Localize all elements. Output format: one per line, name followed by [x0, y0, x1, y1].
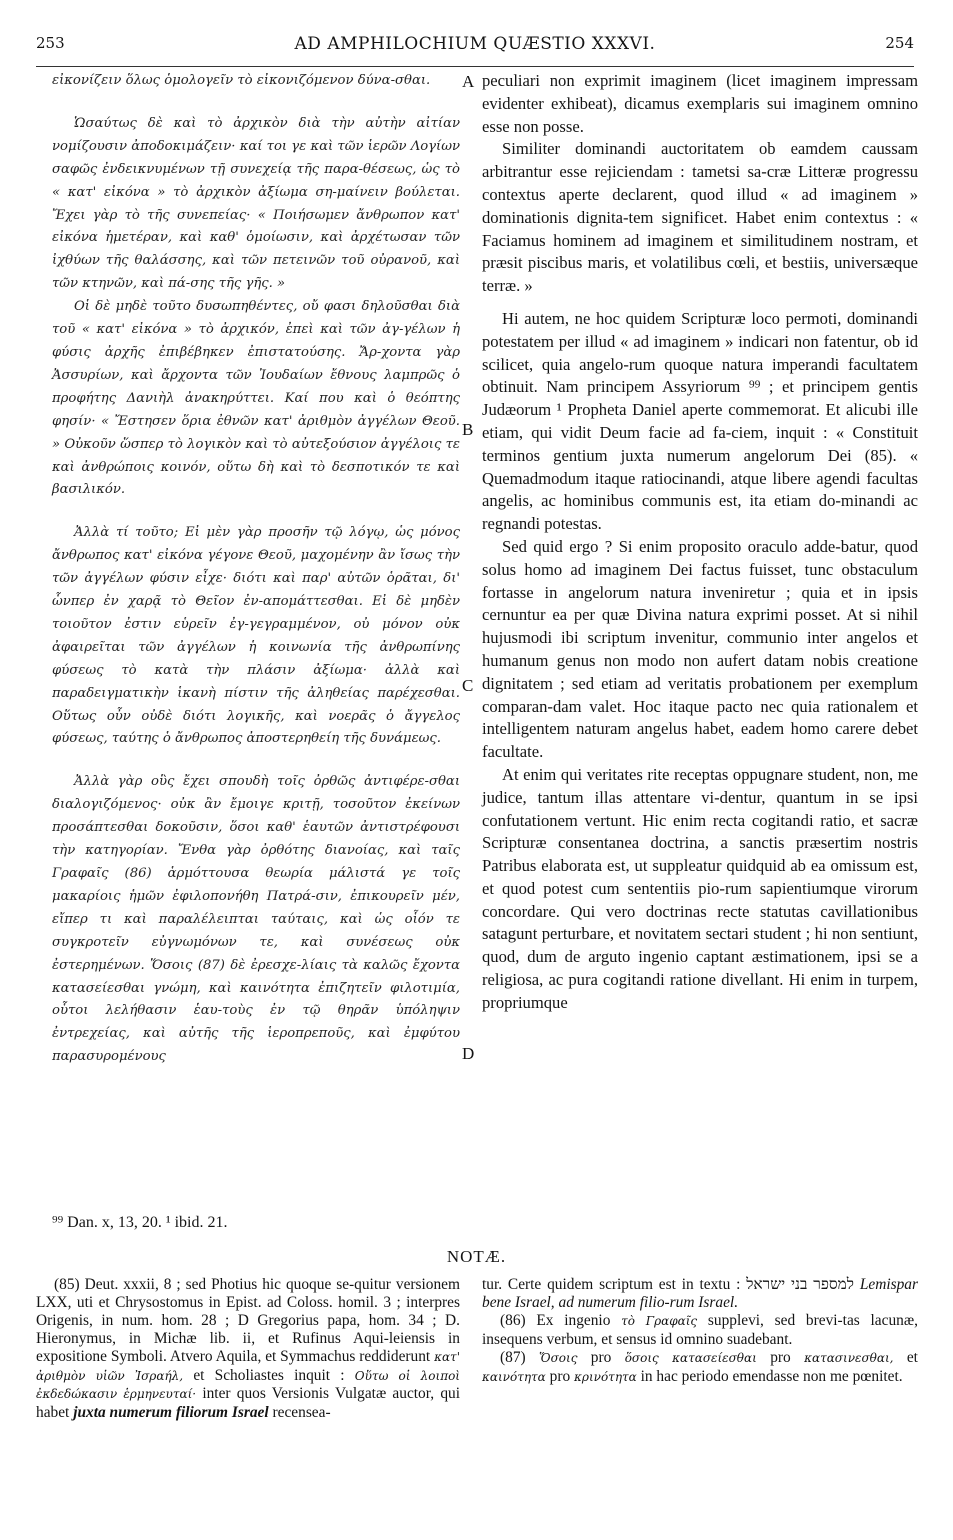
- page-number-left: 253: [36, 34, 65, 52]
- note-86: (86) Ex ingenio τὸ Γραφαῖς supplevi, sed brevi-tas lacunæ, insequens verbum, et sensus id omnino suadebant.: [482, 1311, 918, 1348]
- margin-letter-c: C: [462, 676, 474, 695]
- note-85: (85) Deut. xxxii, 8 ; sed Photius hic quoque se-quitur versionem LXX, uti et Chrysostomus in Epist. ad Coloss. homil. 3 ; interpres Origenis, in num. hom. 28 ; D Gregorius papa, hom. 34 ; D. Hieronymus, in Michæ lib. ii, et Rufinus Aqui-leiensis in expositione Symboli. Atvero Aquila, et Symmachus reddiderunt κατ' ἀριθμὸν υἱῶν Ἰσραήλ, et Scholiastes inquit : Οὕτω οἱ λοιποὶ ἐκδεδώκασιν ἑρμηνευταί· inter quos Versionis Vulgatæ auctor, qui habet juxta numerum filiorum Israel recensea-: [36, 1276, 461, 1422]
- page-number-right: 254: [885, 34, 914, 52]
- latin-paragraph: peculiari non exprimit imaginem (licet imaginem impressam evidenter exhibeat), dicamus exemplaris sui imaginem omnino esse non posse.: [482, 71, 918, 136]
- running-head: [36, 34, 914, 64]
- scripture-footnote: ⁹⁹ Dan. x, 13, 20. ¹ ibid. 21.: [52, 1214, 228, 1231]
- greek-column: [52, 70, 460, 1069]
- margin-letter-d: D: [462, 1044, 475, 1063]
- note-85-continued: tur. Certe quidem scriptum est in textu : למספר בני ישראל Lemispar bene Israel, ad numerum filio-rum Israel.: [482, 1276, 918, 1311]
- greek-paragraph: Οἱ δὲ μηδὲ τοῦτο δυσωπηθέντες, οὔ φασι δηλοῦσθαι διὰ τοῦ « κατ' εἰκόνα » τὸ ἀρχικόν, ἐπεὶ καὶ τῶν ἀγ-γέλων ἡ φύσις ἀρχῆς ἐπιβέβηκεν ἐπιστατούσης. Ἄρ-χοντα γὰρ Ἀσσυρίων, καὶ ἄρχοντα τῶν Ἰουδαίων ἔθνους λαμπρῶς ὁ προφήτης Δανιὴλ ἀνακηρύττει. Καί που καὶ ὁ θεόπτης φησίν· « Ἔστησεν ὅρια ἐθνῶν κατ' ἀριθμὸν ἀγγέλων Θεοῦ. » Οὐκοῦν ὥσπερ τὸ λογικὸν καὶ τὸ αὐτεξούσιον ἀγγέλοις τε καὶ ἀνθρώποις κοινόν, οὕτω δὴ καὶ τὸ δεσποτικόν τε καὶ βασιλικόν.: [52, 299, 460, 498]
- greek-paragraph: Ὡσαύτως δὲ καὶ τὸ ἀρχικὸν διὰ τὴν αὐτὴν αἰτίαν νομίζουσιν ἀποδοκιμάζειν· καί τοι γε καὶ τῶν ἱερῶν Λογίων σαφῶς ἐνδεικνυμένων τῇ συνεχείᾳ τῆς παρα-θέσεως, ὡς τὸ « κατ' εἰκόνα » τὸ ἀρχικὸν ἀξίωμα ση-μαίνειν βούλεται. Ἔχει γὰρ τὸ τῆς συνεπείας· « Ποιήσωμεν ἄνθρωπον κατ' εἰκόνα ἡμετέραν, καὶ καθ' ὁμοίωσιν, καὶ ἀρχέτωσαν τῶν ἰχθύων τῆς θαλάσσης, καὶ τῶν πετεινῶν τοῦ οὐρανοῦ, καὶ τῶν κτηνῶν, καὶ πά-σης τῆς γῆς. »: [52, 115, 460, 292]
- latin-paragraph: Similiter dominandi auctoritatem ob eamdem caussam arbitrantur esse rejiciendam : tametsi sa-cræ Litteræ progressu contextus aperte declarent, quod illud « ad imaginem » dominationis dignita-tem significet. Habet enim contextus : « Faciamus hominem ad imaginem et similitudinem nostram, et præsit piscibus maris, et volatilibus cœli, et bestiis, universæque terræ. »: [482, 139, 918, 296]
- notes-column-left: [36, 1276, 460, 1422]
- latin-paragraph: Sed quid ergo ? Si enim proposito oraculo adde-batur, quod solus homo ad imaginem Dei factus fuisset, tunc obstaculum fortasse in angelorum natura inveniretur ; quia et in ipsis cernuntur ea per quæ Divina natura exprimi posset. At si nihil hujusmodi ibi scriptum invenitur, communio inter angelos et humanum genus non modo non aufert datam nobis creatione dignitatem ; sed etiam ad veritatis probationem per exemplum comparan-dam valet. Hoc itaque pacto nec quia rationalem et intelligentem naturam angelus habet, eadem homo carere debet facultate.: [482, 536, 918, 762]
- header-rule: [36, 66, 914, 67]
- margin-letter-a: A: [462, 72, 475, 91]
- greek-paragraph: Ἀλλὰ τί τοῦτο; Εἰ μὲν γὰρ προσῆν τῷ λόγῳ, ὡς μόνος ἄνθρωπος κατ' εἰκόνα γέγονε Θεοῦ, μαχομένην ἂν ἴσως τὴν τῶν ἀγγέλων φύσιν εἶχε· διότι καὶ παρ' αὐτῶν ὁρᾶται, δι' ὧνπερ ἐν χαρᾷ τὸ Θεῖον ἐν-απομάττεσθαι. Εἰ δὲ μηδὲν τοιοῦτον ἐστιν εὑρεῖν ἐγ-γεγραμμένον, οὐ μόνον οὐκ ἀφαιρεῖται τῶν ἀγγέλων ἡ κοινωνία τῆς ἀνθρωπίνης φύσεως τὸ κατὰ τὴν πλάσιν ἀξίωμα· ἀλλὰ καὶ παραδειγματικὴν ἱκανὴ πίστιν τῆς ἀληθείας παρέχεσθαι. Οὕτως οὖν οὐδὲ διότι λογικῆς, καὶ νοερᾶς ὁ ἄγγελος φύσεως, ταύτης ὁ ἄνθρωπος ἀποστερηθείη τῆς δυνάμεως.: [52, 525, 460, 747]
- latin-column: [482, 70, 918, 1015]
- greek-paragraph: Ἀλλὰ γὰρ οὓς ἔχει σπουδὴ τοῖς ὀρθῶς ἀντιφέρε-σθαι διαλογιζόμενος· οὐκ ἂν ἔμοιγε κριτῇ, τοσοῦτον ἐκείνων προσάπτεσθαι δοκοῦσιν, ὅσοι καθ' ἑαυτῶν ἀντιστρέφουσι τὴν κατηγορίαν. Ἔνθα γὰρ ὀρθότης διανοίας, καὶ ταῖς Γραφαῖς (86) ἁρμόττουσα θεωρία μάλιστά γε τοῖς μακαρίοις ἡμῶν ἐφιλοπονήθη Πατρά-σιν, ἐπικουρεῖν μέν, εἴπερ τι καὶ παραλέλειπται ταύταις, καὶ ὡς οἷόν τε συγκροτεῖν εὐγνωμόνων τε, καὶ συνέσεως οὐκ ἐστερημένων. Ὅσοις (87) δὲ ἐρεσχε-λίαις τὰ καλῶς ἔχοντα κατασείεσθαι γνώμη, καὶ καινότητα ἐπιζητεῖν φιλοτιμία, οὗτοι λελήθασιν ἑαυ-τοὺς ἐν τῷ θηρᾶν ὑπόληψιν ἐντρεχείας, καὶ αὐτῆς τῆς ἱεροπρεποῦς, καὶ ἐμφύτου παρασυρομένους: [52, 774, 460, 1065]
- notes-heading: NOTÆ.: [446, 1247, 507, 1266]
- greek-paragraph: εἰκονίζειν ὅλως ὁμολογεῖν τὸ εἰκονιζόμενον δύνα-σθαι.: [52, 73, 431, 88]
- note-87: (87) Ὅσοις pro ὅσοις κατασείεσθαι pro κατασινεσθαι, et καινότητα pro κρινότητα in hac periodo emendasse non me pœnitet.: [482, 1348, 918, 1385]
- latin-paragraph: At enim qui veritates rite receptas oppugnare student, non, me judice, tantum illas attentare vi-dentur, quantum in se ipsi confutationem vertunt. Hic enim recta cogitandi ratio, et sacræ Scripturæ consentanea doctrina, a sanctis præsertim nostris Patribus elaborata est, ut suppleatur quidquid ab ea omissum est, et quod potest cum sententiis pio-rum sapientiumque virorum concordare. Qui vero doctrinas recte statutas cavillationibus satagunt perturbare, et novitatem sectari student ; hi non sentiunt, quod, dum de arguto ingenio captant æstimationem, ipsi se a religiosa, ac pura cogitandi ratione divellant. Hi enim in turpem, propriumque: [482, 764, 918, 1012]
- running-title: AD AMPHILOCHIUM QUÆSTIO XXXVI.: [294, 34, 656, 54]
- margin-letter-b: B: [462, 420, 474, 439]
- notes-column-right: [482, 1276, 918, 1386]
- latin-paragraph: Hi autem, ne hoc quidem Scripturæ loco permoti, dominandi potestatem per illud « ad imaginem » indicari non fatentur, ob id scilicet, quia angelo-rum quoque natura imperandi facultatem obtinuit. Nam principem Assyriorum ⁹⁹ ; et principem gentis Judæorum ¹ Propheta Daniel aperte commemorat. Et alicubi ille etiam, qui vidit Deum facie ad fa-ciem, inquit : « Constituit terminos gentium juxta numerum angelorum Dei (85). « Quemadmodum itaque ratiocinandi, atque libere agendi facultas angelis, ac hominibus communis est, ita etiam do-minandi ac regnandi potestas.: [482, 308, 918, 534]
